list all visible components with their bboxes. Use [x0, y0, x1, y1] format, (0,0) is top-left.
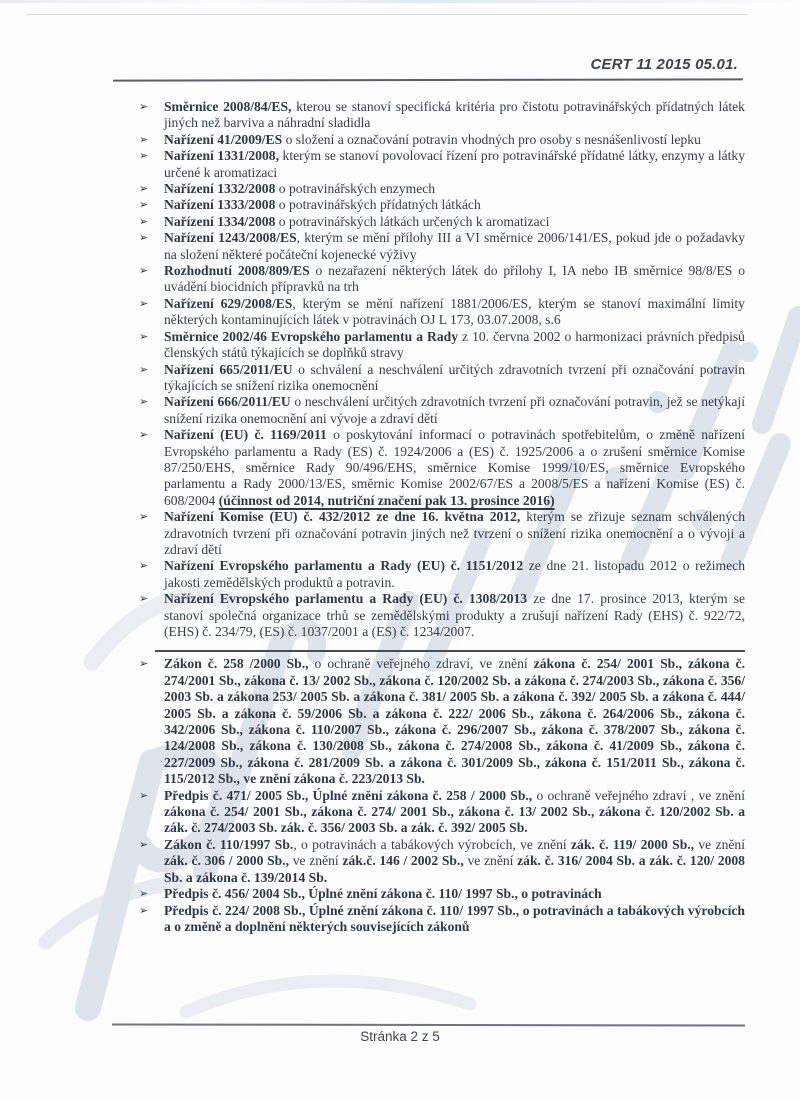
item-text: Předpis č. 224/ 2008 Sb., Úplné znění zákona č. 110/ 1997 Sb., o potravinách a tabákových výrobcích a o změně a doplnění některých souvisejících zákonů	[164, 902, 745, 934]
item-text: Směrnice 2008/84/ES, kterou se stanoví specifická kritéria pro čistotu potravinářských přídatných látek jiných než barviva a náhradní sladidla	[164, 99, 745, 131]
item-text: Nařízení 665/2011/EU o schválení a neschválení určitých zdravotních tvrzení při označování potravin týkajících se snížení rizika onemocnění	[164, 361, 745, 393]
list-item	[138, 788, 745, 837]
list-item	[138, 394, 745, 427]
arrow-bullet-icon: ➢	[139, 903, 149, 917]
arrow-bullet-icon: ➢	[139, 428, 149, 442]
list-item	[138, 214, 745, 230]
item-text: Rozhodnutí 2008/809/ES o nezařazení některých látek do přílohy I, IA nebo IB směrnice 98/8/ES o uvádění biocidních přípravků na trh	[164, 263, 745, 295]
item-text: Nařízení 666/2011/EU o neschválení určitých zdravotních tvrzení při označování potravin, jež se netýkají snížení rizika onemocnění ani vývoje a zdraví dětí	[164, 394, 745, 426]
list-item	[138, 509, 745, 558]
arrow-bullet-icon: ➢	[139, 559, 149, 573]
arrow-bullet-icon: ➢	[139, 100, 149, 113]
list-item	[138, 296, 745, 329]
arrow-bullet-icon: ➢	[139, 214, 149, 228]
item-text: Nařízení 1332/2008 o potravinářských enzymech	[164, 181, 436, 197]
arrow-bullet-icon: ➢	[139, 329, 149, 343]
item-text: Nařízení (EU) č. 1169/2011 o poskytování informací o potravinách spotřebitelům, o změně nařízení Evropského parlamentu a Rady (ES) č. 1924/2006 a (ES) č. 1925/2006 a o zrušení směrnice Komise 87/250/EHS, směrnice Rady 90/496/EHS, směrnice Komise 1999/10/ES, směrnice Evropského parlamentu a Rady 2000/13/ES, směrnic Komise 2002/67/ES a 2008/5/ES a nařízení Komise (ES) č. 608/2004 (účinnost od 2014, nutriční značení pak 13. prosince 2016)	[164, 427, 745, 508]
item-text: Nařízení 1333/2008 o potravinářských přídatných látkách	[164, 197, 481, 213]
arrow-bullet-icon: ➢	[139, 231, 149, 245]
arrow-bullet-icon: ➢	[139, 887, 149, 901]
page-number: Stránka 2 z 5	[360, 1029, 440, 1044]
list-item	[138, 837, 745, 886]
list-item	[138, 329, 745, 362]
list-item	[138, 558, 745, 591]
item-text: Nařízení 41/2009/ES o složení a označování potravin vhodných pro osoby s nesnášenlivostí lepku	[164, 131, 701, 147]
list-item	[138, 181, 745, 197]
item-text: Nařízení 1334/2008 o potravinářských látkách určených k aromatizaci	[164, 213, 550, 229]
item-text: Nařízení Evropského parlamentu a Rady (EU) č. 1151/2012 ze dne 21. listopadu 2012 o režimech jakosti zemědělských produktů a potravin.	[164, 558, 745, 590]
item-text: Nařízení 1331/2008, kterým se stanoví povolovací řízení pro potravinářské přídatné látky, enzymy a látky určené k aromatizaci	[164, 148, 745, 180]
list-item	[138, 656, 745, 787]
item-text: Předpis č. 456/ 2004 Sb., Úplné znění zákona č. 110/ 1997 Sb., o potravinách	[164, 886, 602, 902]
legislation-list	[138, 99, 745, 935]
item-text: Nařízení Evropského parlamentu a Rady (EU) č. 1308/2013 ze dne 17. prosince 2013, kterým se stanoví společná organizace trhů se zemědělskými produkty a zrušují nařízení Rady (EHS) č. 922/72, (EHS) č. 234/79, (ES) č. 1037/2001 a (ES) č. 1234/2007.	[164, 591, 745, 639]
section-national-legislation	[138, 650, 745, 935]
list-item	[138, 263, 745, 296]
arrow-bullet-icon: ➢	[139, 362, 149, 376]
list-item	[138, 197, 745, 213]
list-item	[138, 903, 745, 936]
arrow-bullet-icon: ➢	[139, 592, 149, 606]
arrow-bullet-icon: ➢	[139, 837, 149, 851]
arrow-bullet-icon: ➢	[139, 510, 149, 524]
arrow-bullet-icon: ➢	[139, 198, 149, 212]
list-item	[138, 132, 745, 148]
arrow-bullet-icon: ➢	[139, 132, 149, 146]
item-text: Směrnice 2002/46 Evropského parlamentu a Rady z 10. června 2002 o harmonizaci právních předpisů členských států týkajících se doplňků stravy	[164, 328, 745, 361]
arrow-bullet-icon: ➢	[139, 395, 149, 409]
list-item	[138, 362, 745, 395]
arrow-bullet-icon: ➢	[139, 296, 149, 310]
list-item	[138, 591, 745, 640]
list-item	[138, 427, 745, 509]
item-text: Nařízení 1243/2008/ES, kterým se mění přílohy III a VI směrnice 2006/141/ES, pokud jde o požadavky na složení některé počáteční kojenecké výživy	[164, 230, 745, 262]
arrow-bullet-icon: ➢	[139, 657, 149, 671]
item-text: Nařízení 629/2008/ES, kterým se mění nařízení 1881/2006/ES, kterým se stanoví maximální limity některých kontaminujících látek v potravinách OJ L 173, 03.07.2008, s.6	[164, 295, 745, 328]
list-item	[138, 148, 745, 181]
item-text: Předpis č. 471/ 2005 Sb., Úplné znění zákona č. 258 / 2000 Sb., o ochraně veřejného zdraví , ve znění zákona č. 254/ 2001 Sb., zákona č. 274/ 2001 Sb., zákona č. 13/ 2002 Sb., zákona č. 120/2002 Sb. a zák. č. 274/2003 Sb. zák. č. 356/ 2003 Sb. a zák. č. 392/ 2005 Sb.	[164, 787, 745, 836]
arrow-bullet-icon: ➢	[139, 182, 149, 196]
arrow-bullet-icon: ➢	[139, 264, 149, 278]
document-code: CERT 11 2015 05.01.	[590, 56, 738, 73]
arrow-bullet-icon: ➢	[139, 149, 149, 163]
section-separator-rule	[155, 650, 745, 652]
section-eu-legislation	[138, 99, 745, 640]
list-item	[138, 99, 745, 132]
item-text: Zákon č. 110/1997 Sb., o potravinách a tabákových výrobcích, ve znění zák. č. 119/ 2000 Sb., ve znění zák. č. 306 / 2000 Sb., ve znění zák.č. 146 / 2002 Sb., ve znění zák. č. 316/ 2004 Sb. a zák. č. 120/ 2008 Sb. a zákona č. 139/2014 Sb.	[164, 836, 745, 885]
list-item	[138, 230, 745, 263]
list-item	[138, 886, 745, 902]
item-text: Zákon č. 258 /2000 Sb., o ochraně veřejného zdraví, ve znění zákona č. 254/ 2001 Sb., zákona č. 274/2001 Sb., zákona č. 13/ 2002 Sb., zákona č. 120/2002 Sb. a zákona č. 274/2003 Sb., zákona č. 356/ 2003 Sb. a zákona 253/ 2005 Sb. a zákona č. 381/ 2005 Sb. a zákona č. 392/ 2005 Sb. a zákona č. 444/ 2005 Sb. a zákona č. 59/2006 Sb. a zákona č. 222/ 2006 Sb., zákona č. 264/2006 Sb., zákona č. 342/2006 Sb., zákona č. 110/2007 Sb., zákona č. 296/2007 Sb., zákona č. 378/2007 Sb., zákona č. 124/2008 Sb., zákona č. 130/2008 Sb., zákona č. 274/2008 Sb., zákona č. 41/2009 Sb., zákona č. 227/2009 Sb., zákona č. 281/2009 Sb. a zákona č. 301/2009 Sb., zákona č. 151/2011 Sb., zákona č. 115/2012 Sb., ve znění zákona č. 223/2013 Sb.	[164, 656, 745, 787]
arrow-bullet-icon: ➢	[139, 788, 149, 802]
item-text: Nařízení Komise (EU) č. 432/2012 ze dne 16. května 2012, kterým se zřizuje seznam schválených zdravotních tvrzení při označování potravin jiných než tvrzení o snížení rizika onemocnění a o vývoji a zdraví dětí	[164, 509, 745, 557]
